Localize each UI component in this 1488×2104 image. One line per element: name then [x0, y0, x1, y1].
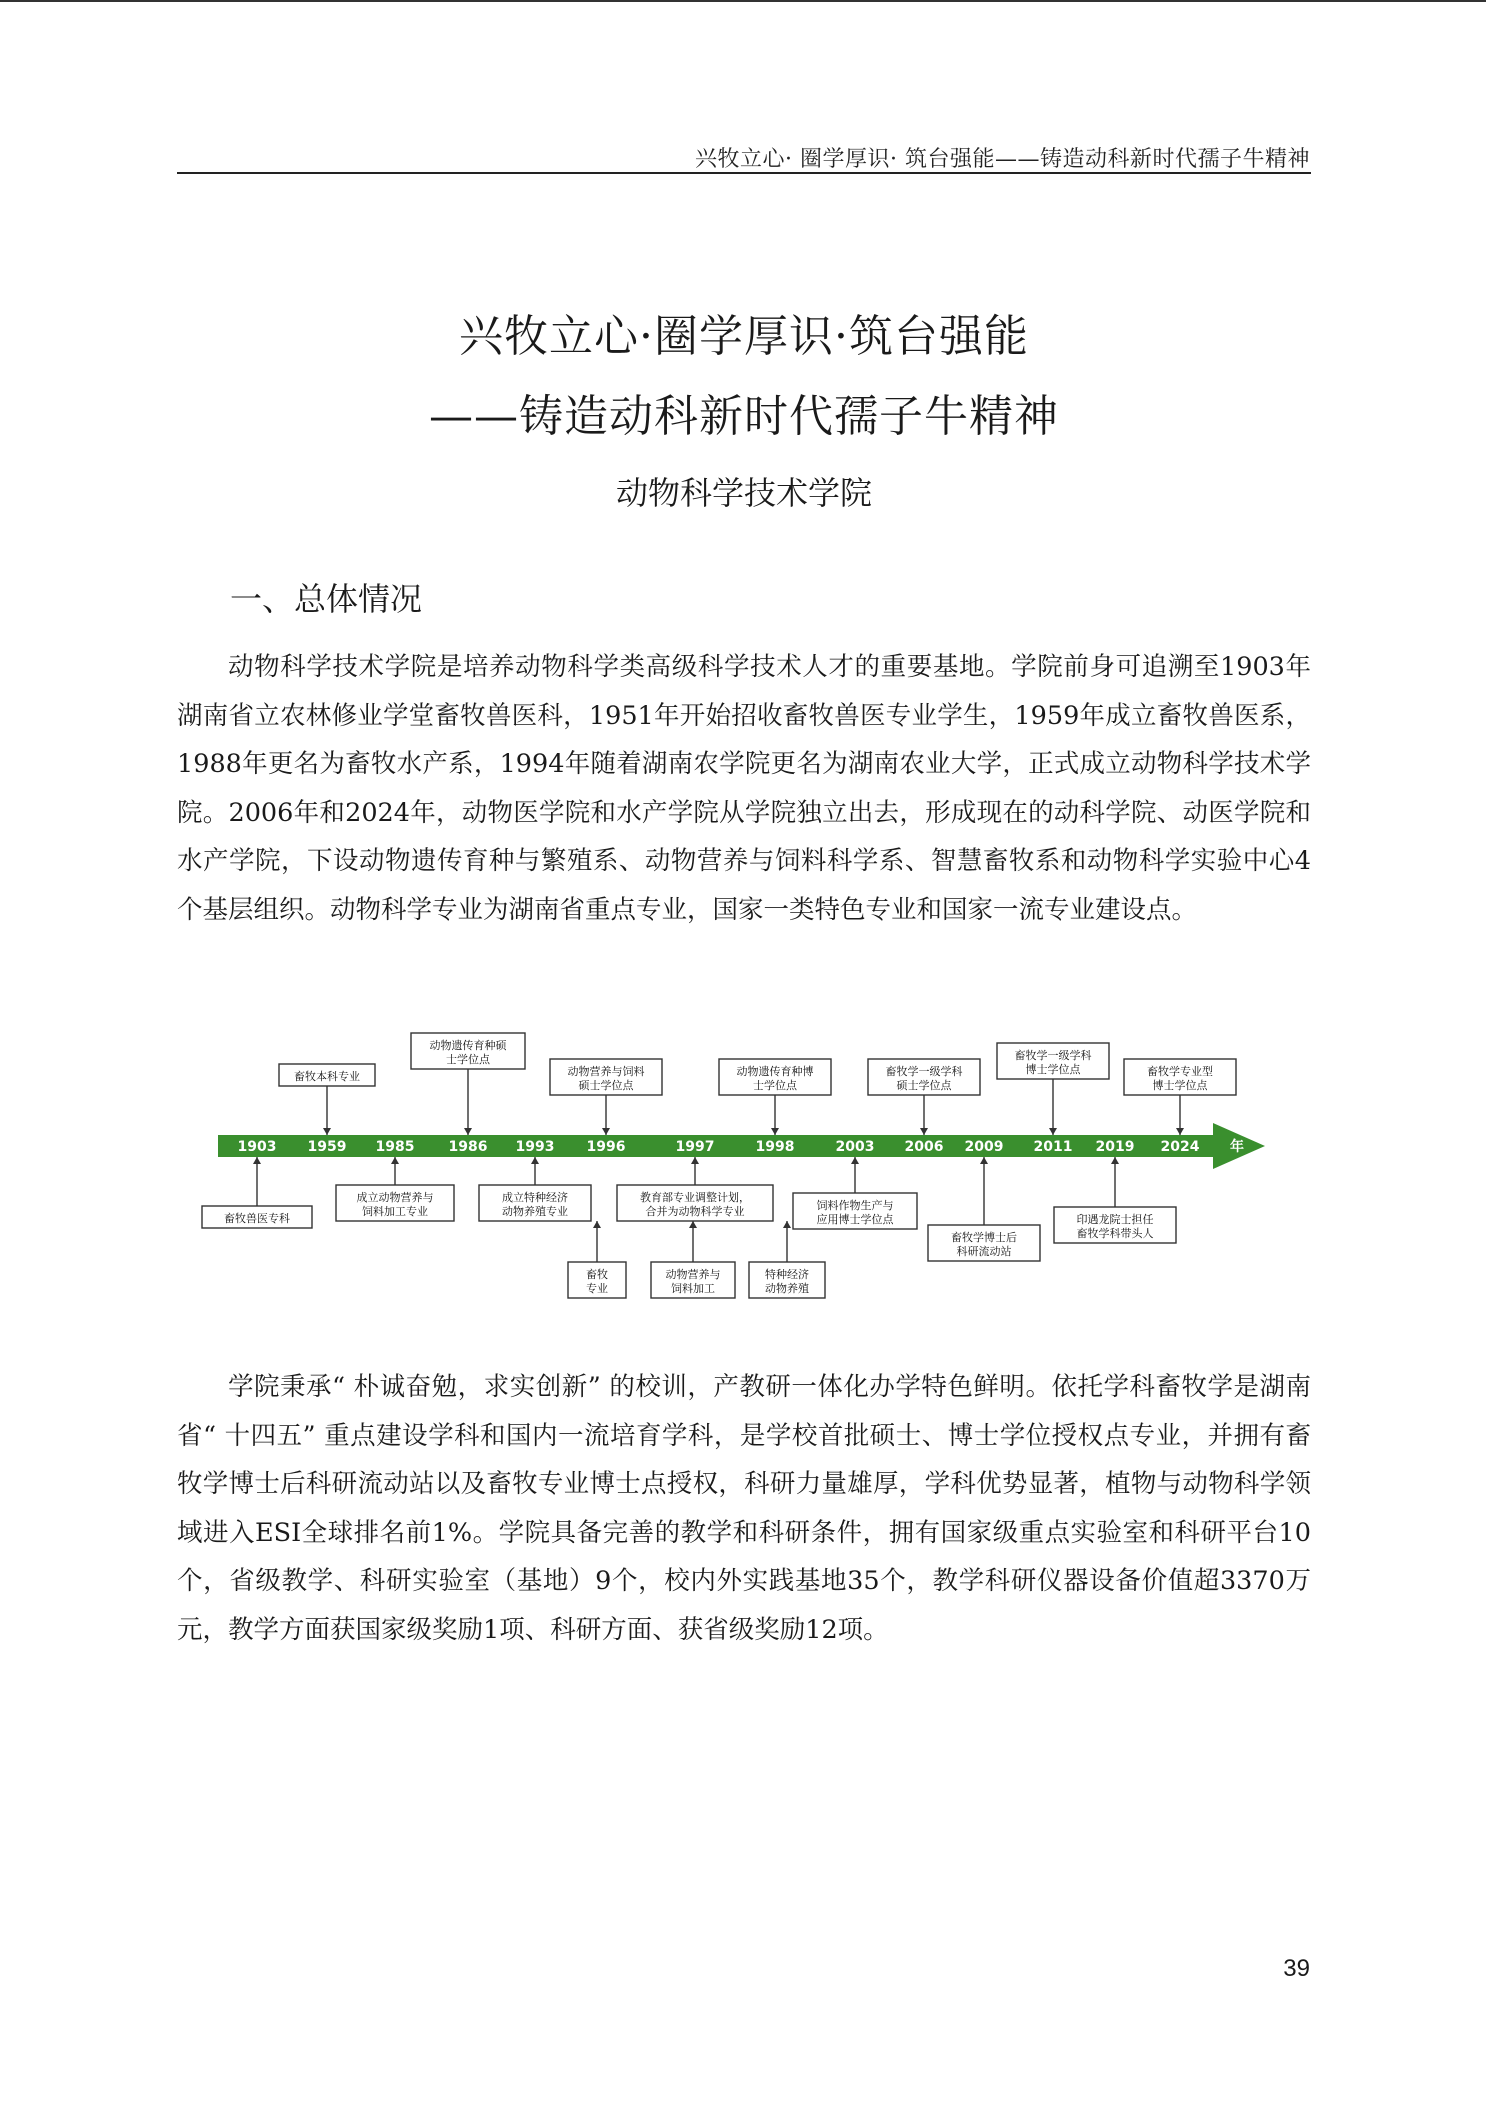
timeline-event-above-label: 士学位点 — [446, 1053, 490, 1066]
timeline-year: 2019 — [1095, 1139, 1135, 1155]
timeline-event-below-label: 合并为动物科学专业 — [645, 1205, 745, 1218]
timeline-event-above-label: 畜牧学一级学科 — [1014, 1049, 1092, 1062]
timeline-connector-head — [1111, 1157, 1119, 1164]
timeline-connector-head — [602, 1128, 610, 1135]
paragraph-1: 动物科学技术学院是培养动物科学类高级科学技术人才的重要基地。学院前身可追溯至1903年湖南省立农林修业学堂畜牧兽医科，1951年开始招收畜牧兽医专业学生，1959年成立畜牧兽医系，1988年更名为畜牧水产系，1994年随着湖南农学院更名为湖南农业大学，正式成立动物科学技术学院。2006年和2024年，动物医学院和水产学院从学院独立出去，形成现在的动科学院、动医学院和水产学院，下设动物遗传育种与繁殖系、动物营养与饲料科学系、智慧畜牧系和动物科学实验中心4个基层组织。动物科学专业为湖南省重点专业，国家一类特色专业和国家一流专业建设点。 — [177, 652, 1311, 925]
timeline-event-above-label: 博士学位点 — [1025, 1063, 1081, 1076]
timeline-year: 2003 — [835, 1139, 875, 1155]
header-rule — [177, 172, 1311, 174]
timeline-year: 1993 — [515, 1139, 555, 1155]
timeline-merged-item-label: 动物营养与 — [665, 1268, 721, 1281]
timeline-year: 1903 — [237, 1139, 277, 1155]
timeline-event-above-label: 畜牧学专业型 — [1147, 1065, 1213, 1078]
timeline-event-above-label: 动物遗传育种博 — [736, 1065, 814, 1078]
timeline-year: 1985 — [375, 1139, 415, 1155]
timeline-figure — [195, 1025, 1275, 1305]
page-number: 39 — [1283, 1955, 1310, 1982]
timeline-event-above-label: 畜牧本科专业 — [294, 1070, 360, 1083]
timeline-merged-item-label: 动物养殖 — [765, 1282, 809, 1295]
timeline-connector-head — [464, 1128, 472, 1135]
timeline-merged-item-label: 饲料加工 — [671, 1282, 715, 1295]
timeline-year: 2024 — [1160, 1139, 1200, 1155]
timeline-year: 2009 — [964, 1139, 1004, 1155]
timeline-year: 2011 — [1033, 1139, 1073, 1155]
timeline-event-above-label: 硕士学位点 — [578, 1079, 634, 1092]
timeline-connector-head — [531, 1157, 539, 1164]
timeline-year: 1998 — [755, 1139, 795, 1155]
timeline-merged-item-label: 专业 — [586, 1282, 608, 1295]
timeline-event-below-label: 畜牧学博士后 — [951, 1231, 1017, 1244]
timeline-event-below-label: 畜牧学科带头人 — [1076, 1227, 1154, 1240]
running-head: 兴牧立心· 圈学厚识· 筑台强能——铸造动科新时代孺子牛精神 — [695, 147, 1310, 172]
timeline-event-above-label: 动物遗传育种硕 — [429, 1039, 507, 1052]
section-heading: 一、总体情况 — [230, 580, 423, 618]
timeline-event-above-label: 畜牧学一级学科 — [885, 1065, 963, 1078]
timeline-connector-head — [920, 1128, 928, 1135]
timeline-event-below-label: 成立动物营养与 — [356, 1191, 434, 1204]
timeline-year: 1997 — [675, 1139, 715, 1155]
timeline-merged-item-label: 畜牧 — [586, 1268, 608, 1281]
timeline-connector-head — [980, 1157, 988, 1164]
timeline-merge-connector-head — [783, 1221, 791, 1228]
timeline-event-below-label: 饲料加工专业 — [362, 1205, 428, 1218]
timeline-merged-item-label: 特种经济 — [765, 1268, 809, 1281]
timeline-merge-connector-head — [689, 1221, 697, 1228]
timeline-event-above-label: 博士学位点 — [1152, 1079, 1208, 1092]
timeline-connector-head — [391, 1157, 399, 1164]
timeline-event-below-label: 科研流动站 — [956, 1245, 1012, 1258]
timeline-event-below-label: 印遇龙院士担任 — [1076, 1213, 1154, 1226]
timeline-merge-connector-head — [593, 1221, 601, 1228]
timeline-event-above-label: 动物营养与饲料 — [567, 1065, 645, 1078]
timeline-unit-label: 年 — [1230, 1139, 1244, 1155]
timeline-event-below-label: 动物养殖专业 — [502, 1205, 568, 1218]
timeline-connector-head — [771, 1128, 779, 1135]
timeline-diagram — [195, 1025, 1275, 1305]
title-line-1: 兴牧立心·圈学厚识·筑台强能 — [459, 311, 1029, 362]
timeline-year: 2006 — [904, 1139, 944, 1155]
timeline-connector-head — [1176, 1128, 1184, 1135]
paragraph-2: 学院秉承“ 朴诚奋勉，求实创新” 的校训，产教研一体化办学特色鲜明。依托学科畜牧学是湖南省“ 十四五” 重点建设学科和国内一流培育学科，是学校首批硕士、博士学位授权点专业，并拥有畜牧学博士后科研流动站以及畜牧专业博士点授权，科研力量雄厚，学科优势显著，植物与动物科学领域进入ESI全球排名前1%。学院具备完善的教学和科研条件，拥有国家级重点实验室和科研平台10个，省级教学、科研实验室（基地）9个，校内外实践基地35个，教学科研仪器设备价值超3370万元，教学方面获国家级奖励1项、科研方面、获省级奖励12项。 — [177, 1372, 1311, 1645]
timeline-event-above-label: 士学位点 — [753, 1079, 797, 1092]
timeline-connector-head — [1049, 1128, 1057, 1135]
timeline-event-below-label: 畜牧兽医专科 — [224, 1212, 290, 1225]
timeline-event-below-label: 成立特种经济 — [502, 1191, 568, 1204]
timeline-year: 1986 — [448, 1139, 488, 1155]
timeline-event-above-label: 硕士学位点 — [896, 1079, 952, 1092]
timeline-event-below-label: 饲料作物生产与 — [816, 1199, 894, 1212]
timeline-connector-head — [323, 1128, 331, 1135]
timeline-connector-head — [253, 1157, 261, 1164]
timeline-year: 1959 — [307, 1139, 347, 1155]
title-line-2: ——铸造动科新时代孺子牛精神 — [429, 391, 1059, 442]
timeline-connector-head — [691, 1157, 699, 1164]
timeline-event-below-label: 应用博士学位点 — [816, 1213, 894, 1226]
timeline-event-below-label: 教育部专业调整计划， — [640, 1191, 750, 1204]
timeline-year: 1996 — [586, 1139, 626, 1155]
timeline-connector-head — [851, 1157, 859, 1164]
author: 动物科学技术学院 — [615, 474, 872, 512]
